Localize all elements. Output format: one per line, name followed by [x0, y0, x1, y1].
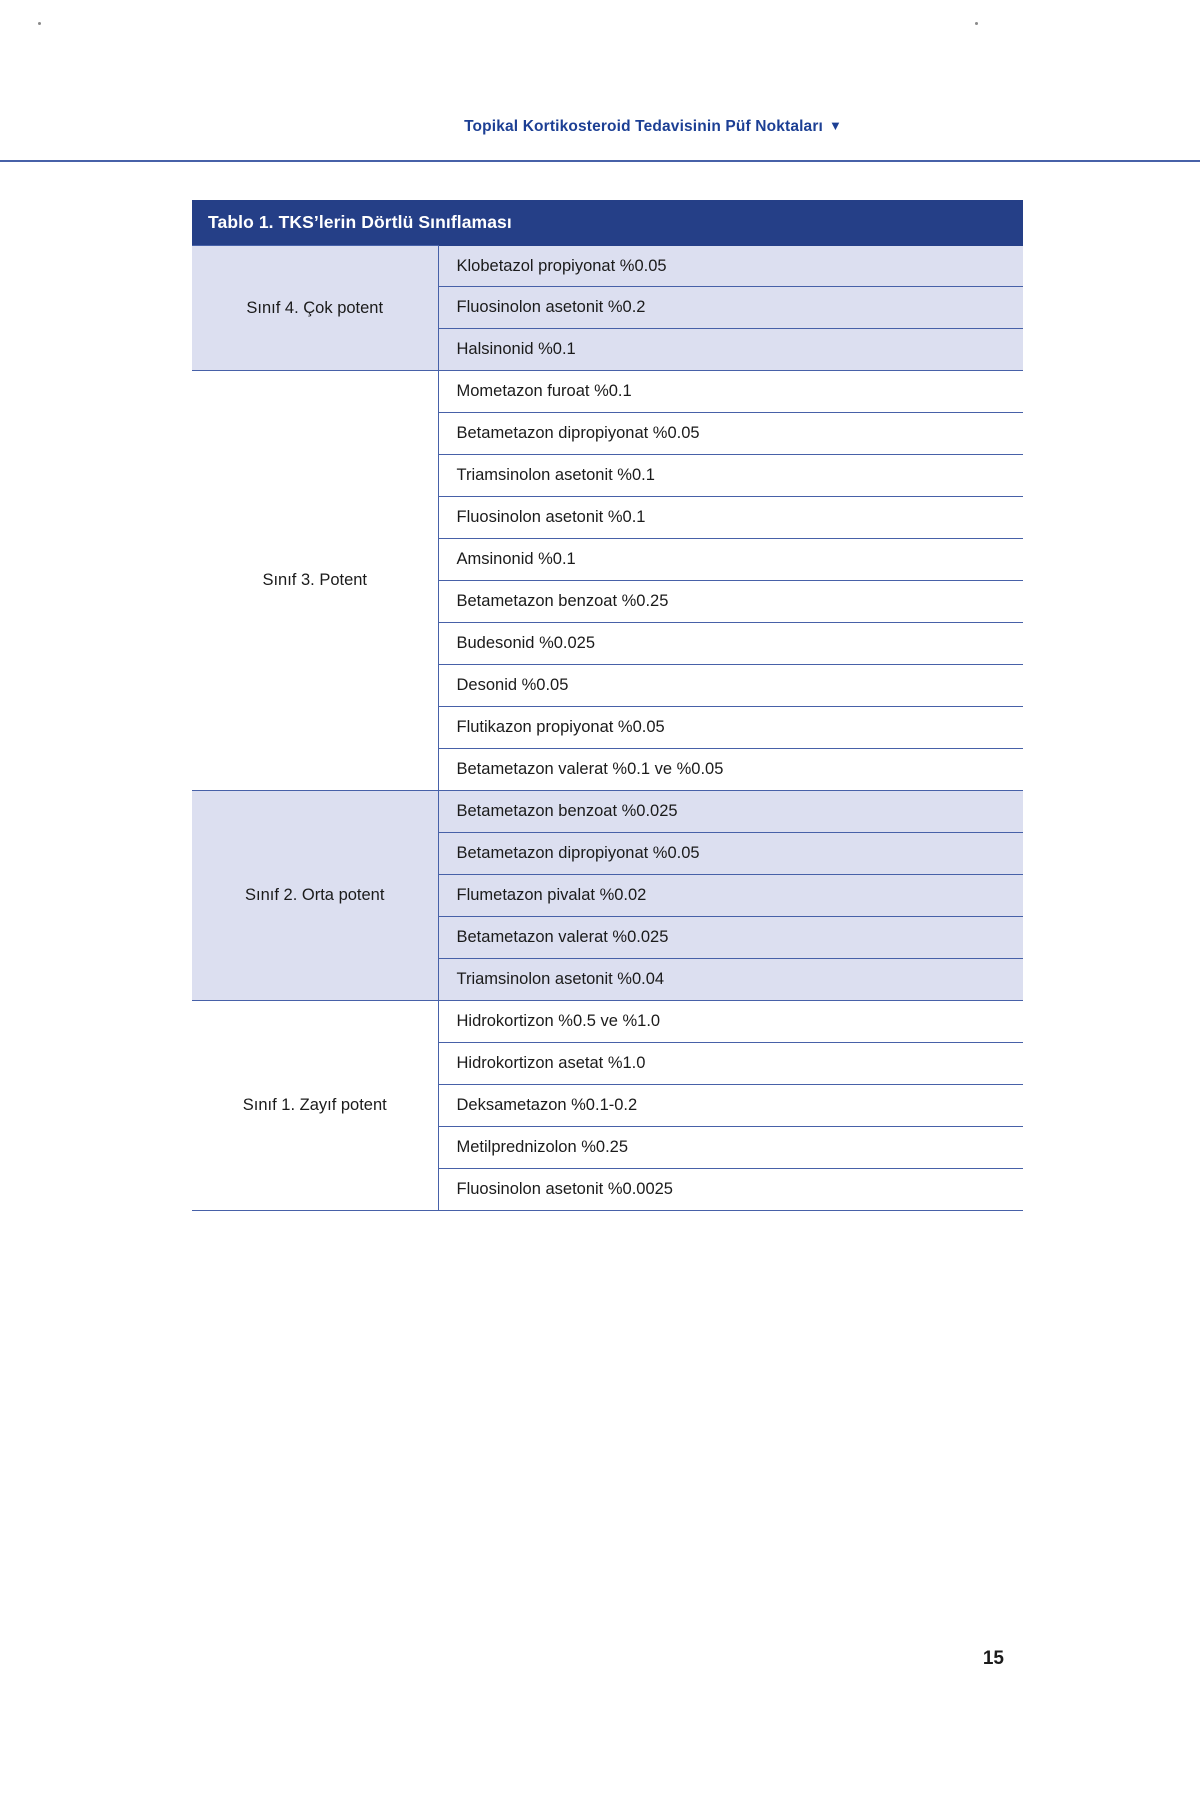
crop-mark-left-icon	[38, 22, 41, 25]
drug-name-cell: Flumetazon pivalat %0.02	[438, 875, 1023, 917]
drug-name-cell: Betametazon dipropiyonat %0.05	[438, 833, 1023, 875]
drug-name-cell: Fluosinolon asetonit %0.0025	[438, 1168, 1023, 1210]
drug-name-cell: Betametazon benzoat %0.025	[438, 791, 1023, 833]
drug-name-cell: Mometazon furoat %0.1	[438, 371, 1023, 413]
drug-name-cell: Amsinonid %0.1	[438, 539, 1023, 581]
table-row	[192, 371, 1023, 413]
header-divider	[0, 160, 1200, 162]
triangle-down-icon: ▼	[828, 118, 842, 133]
drug-name-cell: Desonid %0.05	[438, 665, 1023, 707]
drug-name-cell: Halsinonid %0.1	[438, 329, 1023, 371]
drug-name-cell: Flutikazon propiyonat %0.05	[438, 707, 1023, 749]
table-row	[192, 1000, 1023, 1042]
drug-name-cell: Hidrokortizon asetat %1.0	[438, 1042, 1023, 1084]
table-caption-row	[192, 200, 1023, 246]
page-number: 15	[982, 1648, 1004, 1669]
table-body	[192, 200, 1023, 1210]
crop-mark-right-icon	[975, 22, 978, 25]
drug-name-cell: Betametazon valerat %0.1 ve %0.05	[438, 749, 1023, 791]
potency-class-label: Sınıf 4. Çok potent	[192, 246, 438, 371]
table-row	[192, 246, 1023, 287]
drug-name-cell: Budesonid %0.025	[438, 623, 1023, 665]
drug-name-cell: Hidrokortizon %0.5 ve %1.0	[438, 1000, 1023, 1042]
running-header-title	[464, 118, 842, 136]
running-header-text: Topikal Kortikosteroid Tedavisinin Püf Noktaları	[464, 118, 823, 135]
potency-class-label: Sınıf 2. Orta potent	[192, 791, 438, 1001]
table-container	[192, 200, 1023, 1211]
drug-name-cell: Fluosinolon asetonit %0.2	[438, 287, 1023, 329]
drug-name-cell: Betametazon valerat %0.025	[438, 917, 1023, 959]
potency-class-label: Sınıf 1. Zayıf potent	[192, 1000, 438, 1210]
running-header	[0, 118, 1200, 158]
classification-table	[192, 200, 1023, 1211]
drug-name-cell: Deksametazon %0.1-0.2	[438, 1084, 1023, 1126]
drug-name-cell: Klobetazol propiyonat %0.05	[438, 246, 1023, 287]
potency-class-label: Sınıf 3. Potent	[192, 371, 438, 791]
drug-name-cell: Betametazon benzoat %0.25	[438, 581, 1023, 623]
drug-name-cell: Triamsinolon asetonit %0.1	[438, 455, 1023, 497]
table-row	[192, 791, 1023, 833]
drug-name-cell: Betametazon dipropiyonat %0.05	[438, 413, 1023, 455]
drug-name-cell: Triamsinolon asetonit %0.04	[438, 958, 1023, 1000]
drug-name-cell: Metilprednizolon %0.25	[438, 1126, 1023, 1168]
drug-name-cell: Fluosinolon asetonit %0.1	[438, 497, 1023, 539]
table-caption: Tablo 1. TKS’lerin Dörtlü Sınıflaması	[192, 200, 1023, 246]
